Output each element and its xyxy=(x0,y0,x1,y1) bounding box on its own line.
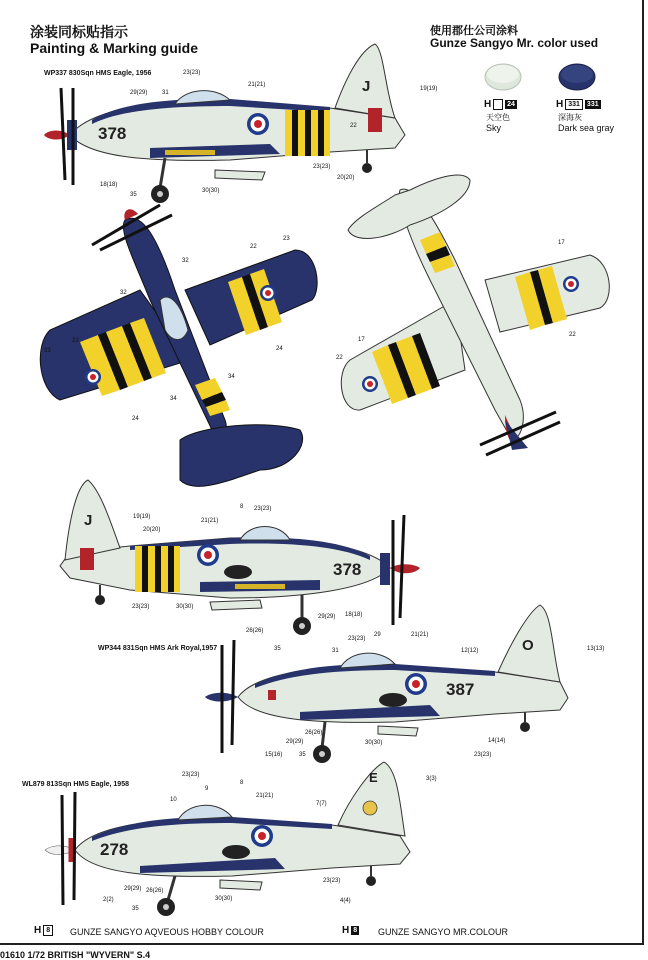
a1-callout: 19(19) xyxy=(420,86,438,92)
a3-callout: 17 xyxy=(558,240,565,246)
a4-callout: 23(23) xyxy=(254,506,272,512)
a4-callout: 20(20) xyxy=(143,527,161,533)
a5-callout: 35 xyxy=(299,752,306,758)
a5-callout: 30(30) xyxy=(365,740,383,746)
a1-callout: 29(29) xyxy=(130,90,148,96)
a1-callout: 23(23) xyxy=(313,164,331,170)
a1-callout: 23(23) xyxy=(183,70,201,76)
footer-right-number: 8 xyxy=(353,927,358,934)
swatch-sky-name-cn: 天空色 xyxy=(486,113,510,122)
a5-callout: 29(29) xyxy=(286,739,304,745)
a4-callout: 19(19) xyxy=(133,514,151,520)
a6-callout: 3(3) xyxy=(426,776,437,782)
swatch-dsg-name-cn: 深海灰 xyxy=(558,113,582,122)
a6-callout: 21(21) xyxy=(256,793,274,799)
footer-right-code xyxy=(342,925,359,936)
swatch-dsg-code2: 331 xyxy=(586,101,599,108)
a5-callout: 21(21) xyxy=(411,632,429,638)
aircraft-1-caption: WP337 830Sqn HMS Eagle, 1956 xyxy=(44,70,152,77)
footer-right-text: GUNZE SANGYO MR.COLOUR xyxy=(378,927,509,937)
a5-callout: 14(14) xyxy=(488,738,506,744)
a6-callout: 2(2) xyxy=(103,897,114,903)
a2-callout: 32 xyxy=(120,290,127,296)
a6-callout: 4(4) xyxy=(340,898,351,904)
a3-callout: 17 xyxy=(358,337,365,343)
a6-callout: 23(23) xyxy=(323,878,341,884)
a4-callout: 26(26) xyxy=(246,628,264,634)
a2-callout: 34 xyxy=(170,396,177,402)
a5-callout: 31 xyxy=(332,648,339,654)
colors-title-cn: 使用郡仕公司涂料 xyxy=(430,24,518,37)
a2-callout: 34 xyxy=(228,374,235,380)
aircraft-6-caption: WL879 813Sqn HMS Eagle, 1958 xyxy=(22,781,129,788)
a2-callout: 22 xyxy=(72,338,79,344)
a4-callout: 21(21) xyxy=(201,518,219,524)
a2-callout: 23 xyxy=(283,236,290,242)
aircraft-5-caption: WP344 831Sqn HMS Ark Royal,1957 xyxy=(98,645,218,652)
a6-callout: 9 xyxy=(205,786,209,792)
footer-left-code xyxy=(34,925,53,936)
a5-callout: 26(26) xyxy=(305,730,323,736)
footer-left-text: GUNZE SANGYO AQVEOUS HOBBY COLOUR xyxy=(70,927,264,937)
swatch-dsg-code: 331 xyxy=(565,99,583,110)
a1-callout: 22 xyxy=(350,123,357,129)
a6-callout: 7(7) xyxy=(316,801,327,807)
footer-left-number: 8 xyxy=(43,925,53,936)
aircraft-1-tail-letter: J xyxy=(362,78,371,95)
a2-callout: 32 xyxy=(182,258,189,264)
a3-callout: 22 xyxy=(336,355,343,361)
a2-callout: 24 xyxy=(132,416,139,422)
aircraft-6-number: 278 xyxy=(100,840,129,859)
a4-callout: 35 xyxy=(274,646,281,652)
aircraft-1-number: 378 xyxy=(98,124,127,143)
swatch-sky-code: 24 xyxy=(507,101,515,108)
a5-callout: 23(23) xyxy=(474,752,492,758)
a5-callout: 23(23) xyxy=(348,636,366,642)
aircraft-5-number: 387 xyxy=(446,680,475,699)
a5-callout: 29 xyxy=(374,632,381,638)
a5-callout: 13(13) xyxy=(587,646,605,652)
a6-callout: 29(29) xyxy=(124,886,142,892)
a6-callout: 10 xyxy=(170,797,177,803)
a1-callout: 30(30) xyxy=(202,188,220,194)
a2-callout: 22 xyxy=(250,244,257,250)
swatch-dsg-prefix: H xyxy=(556,99,564,110)
a1-callout: 20(20) xyxy=(337,175,355,181)
footer-right-prefix: H xyxy=(342,925,350,936)
title-en: Painting & Marking guide xyxy=(30,40,199,56)
a6-callout: 23(23) xyxy=(182,772,200,778)
footer-left-prefix: H xyxy=(34,925,42,936)
colors-title-en: Gunze Sangyo Mr. color used xyxy=(430,36,599,50)
a2-callout: 23 xyxy=(44,348,51,354)
a6-callout: 35 xyxy=(132,906,139,912)
aircraft-4-number: 378 xyxy=(333,560,362,579)
a1-callout: 31 xyxy=(162,90,169,96)
title-cn: 涂装同标贴指示 xyxy=(30,25,128,41)
a5-callout: 12(12) xyxy=(461,648,479,654)
a2-callout: 24 xyxy=(276,346,283,352)
a4-callout: 8 xyxy=(240,504,244,510)
a4-callout: 18(18) xyxy=(345,612,363,618)
a6-callout: 8 xyxy=(240,780,244,786)
swatch-dsg-name-en: Dark sea gray xyxy=(558,123,615,133)
a4-callout: 30(30) xyxy=(176,604,194,610)
swatch-sky-name-en: Sky xyxy=(486,123,502,133)
swatch-sky-prefix: H xyxy=(484,99,492,110)
a6-callout: 30(30) xyxy=(215,896,233,902)
a1-callout: 18(18) xyxy=(100,182,118,188)
a4-callout: 23(23) xyxy=(132,604,150,610)
aircraft-6-tail-letter: E xyxy=(369,770,378,785)
a5-callout: 15(16) xyxy=(265,752,283,758)
a1-callout: 35 xyxy=(130,192,137,198)
a1-callout: 21(21) xyxy=(248,82,266,88)
aircraft-4-tail-letter: J xyxy=(84,512,93,529)
bottom-strip: 01610 1/72 BRITISH "WYVERN" S.4 xyxy=(0,950,151,960)
a6-callout: 26(26) xyxy=(146,888,164,894)
a3-callout: 22 xyxy=(569,332,576,338)
aircraft-5-tail-letter: O xyxy=(522,637,534,654)
a4-callout: 29(29) xyxy=(318,614,336,620)
